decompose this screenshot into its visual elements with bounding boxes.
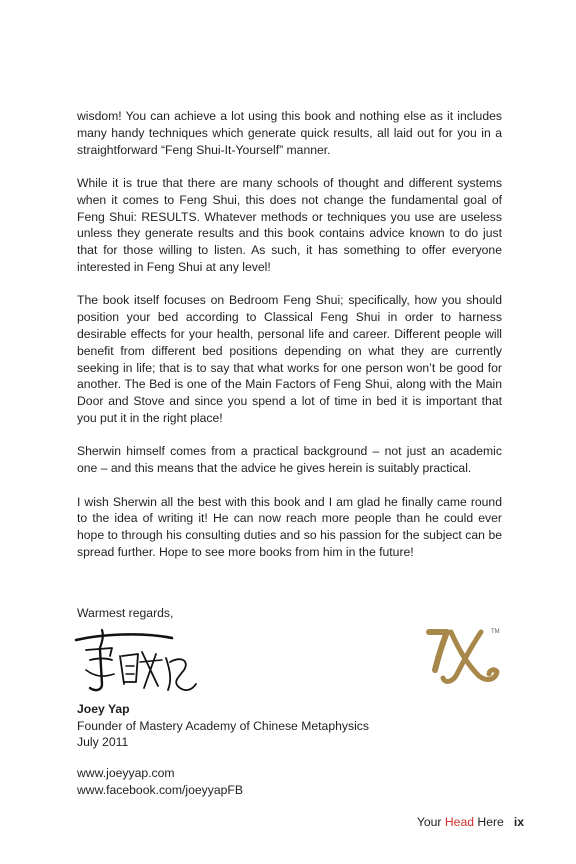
author-title: Founder of Mastery Academy of Chinese Metaphysics [77,718,369,733]
website-link[interactable]: www.joeyyap.com [77,766,175,780]
brand-logo [425,624,505,688]
paragraph-5: I wish Sherwin all the best with this book and I am glad he finally came round to the idea of writing it! He can now reach more people than he could ever hope to through his consulting duties and so his passion for the subject can be spread further. Hope to see more books from him in the future! [77,494,502,559]
letter-date: July 2011 [77,735,129,750]
footer-title-part2: Here [474,815,504,829]
foreword-body [77,108,502,561]
page-number: ix [513,815,524,829]
footer-title-part1: Your [416,815,445,829]
paragraph-1: wisdom! You can achieve a lot using this book and nothing else as it includes many handy techniques which generate quick results, all laid out for you in a straightforward “Feng Shui-It-Yourself” manner. [77,109,502,157]
trademark-mark: TM [491,629,500,635]
facebook-link[interactable]: www.facebook.com/joeyyapFB [77,782,243,797]
footer-title-accent: Head [444,815,475,829]
paragraph-2: While it is true that there are many schools of thought and different systems when it comes to Feng Shui, this does not change the fundamental goal of Feng Shui: RESULTS. Whatever methods or techniques you use are useless unless they generate results and this book contains advice known to do just that for those willing to listen. As such, it has something to offer everyone interested in Feng Shui at any level! [77,175,502,274]
paragraph-3: The book itself focuses on Bedroom Feng Shui; specifically, how you should position your bed according to Classical Feng Shui in order to harness desirable effects for your health, personal life and career. Different people will benefit from different bed positions depending on what they are currently seeking in life; that is to say that what works for one person won’t be good for another. The Bed is one of the Main Factors of Feng Shui, along with the Main Door and Stove and since you spend a lot of time in bed it is important that you put it in the right place! [77,293,502,425]
page-footer [417,815,524,829]
closing-regards: Warmest regards, [77,606,174,620]
paragraph-4: Sherwin himself comes from a practical background – not just an academic one – and this means that the advice he gives herein is suitably practical. [77,444,502,476]
author-name: Joey Yap [77,702,130,716]
handwritten-signature [72,626,200,698]
author-links [77,765,243,798]
author-block [77,701,369,751]
